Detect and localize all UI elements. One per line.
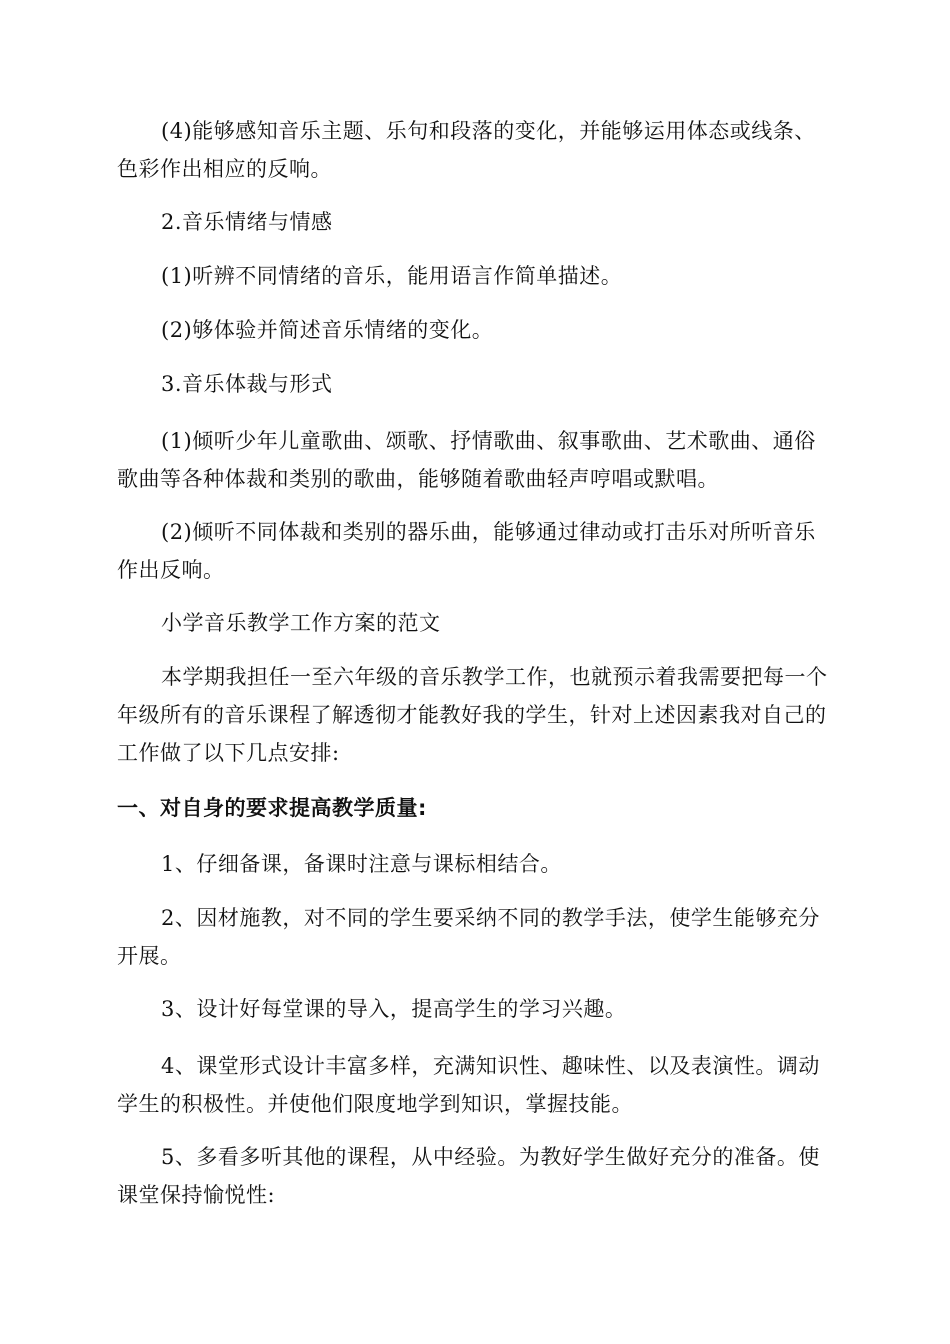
paragraph-emotion-2: (2)够体验并简述音乐情绪的变化。	[161, 318, 494, 342]
list-item-2: 2、因材施教，对不同的学生要采纳不同的教学手法，使学生能够充分开展。	[117, 906, 820, 968]
list-item-4: 4、课堂形式设计丰富多样，充满知识性、趣味性、以及表演性。调动学生的积极性。并使他们限度地学到知识，掌握技能。	[117, 1054, 820, 1116]
section-heading: 一、对自身的要求提高教学质量:	[117, 796, 427, 820]
paragraph-perception: (4)能够感知音乐主题、乐句和段落的变化，并能够运用体态或线条、色彩作出相应的反响。	[117, 119, 816, 181]
paragraph-genre-2: (2)倾听不同体裁和类别的器乐曲，能够通过律动或打击乐对所听音乐作出反响。	[117, 520, 816, 582]
paragraph-genre-1: (1)倾听少年儿童歌曲、颂歌、抒情歌曲、叙事歌曲、艺术歌曲、通俗歌曲等各种体裁和类别的歌曲，能够随着歌曲轻声哼唱或默唱。	[117, 429, 816, 491]
paragraph-emotion-1: (1)听辨不同情绪的音乐，能用语言作简单描述。	[161, 264, 623, 288]
list-item-5: 5、多看多听其他的课程，从中经验。为教好学生做好充分的准备。使课堂保持愉悦性:	[117, 1145, 820, 1207]
paragraph-intro: 本学期我担任一至六年级的音乐教学工作，也就预示着我需要把每一个年级所有的音乐课程了解透彻才能教好我的学生，针对上述因素我对自己的工作做了以下几点安排:	[117, 665, 828, 765]
list-item-3: 3、设计好每堂课的导入，提高学生的学习兴趣。	[161, 997, 627, 1021]
paragraph-title: 小学音乐教学工作方案的范文	[161, 611, 441, 635]
list-item-1: 1、仔细备课，备课时注意与课标相结合。	[161, 852, 562, 876]
subheading-emotion: 2.音乐情绪与情感	[161, 210, 333, 234]
subheading-genre: 3.音乐体裁与形式	[161, 372, 333, 396]
